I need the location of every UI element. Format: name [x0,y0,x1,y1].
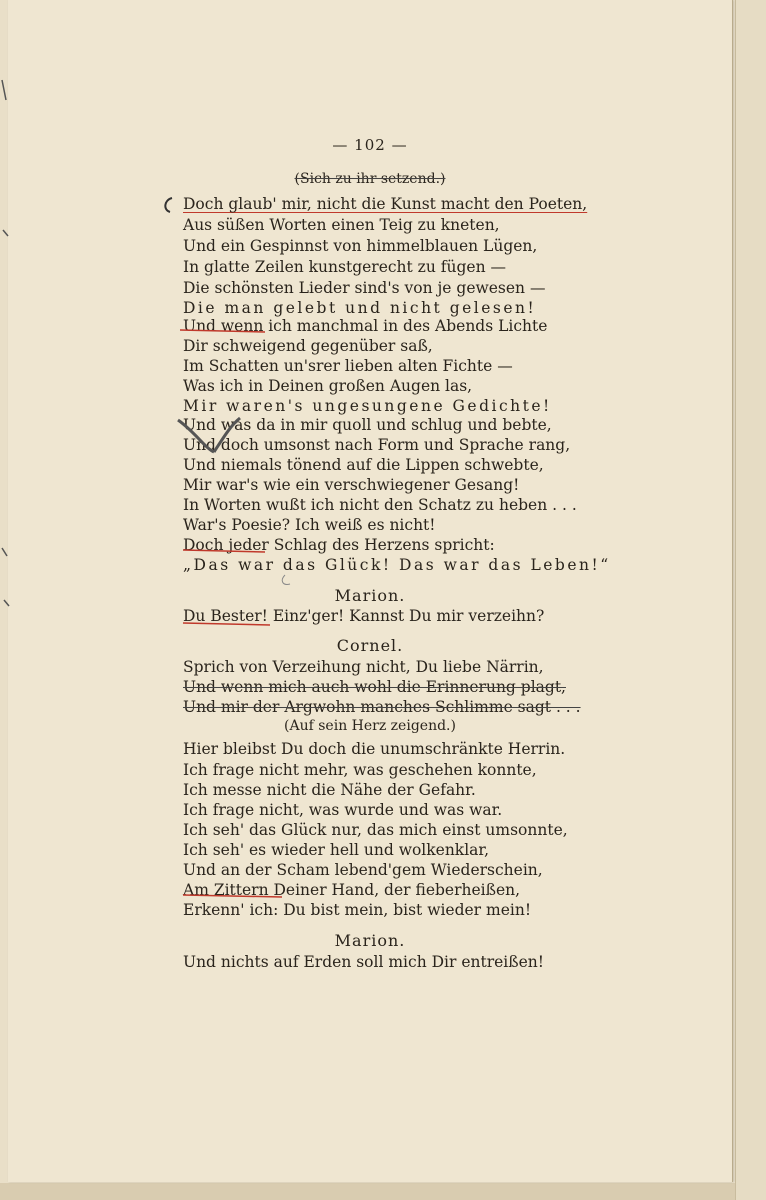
verse-line: Und wenn ich manchmal in des Abends Lichte [183,317,548,335]
stage-direction-sitting: (Sich zu ihr setzend.) [294,171,446,187]
verse-line: In glatte Zeilen kunstgerecht zu fügen — [183,258,506,276]
verse-line: Ich frage nicht, was wurde und was war. [183,801,503,819]
underlying-page-edge [735,0,766,1200]
verse-line: Und was da in mir quoll und schlug und bebte, [183,416,552,434]
book-page [8,0,733,1182]
page-number: — 102 — [332,136,408,154]
verse-line: Du Bester! Einz'ger! Kannst Du mir verzeihn? [183,607,545,625]
verse-line: Ich seh' es wieder hell und wolkenklar, [183,841,490,859]
verse-line: Sprich von Verzeihung nicht, Du liebe Närrin, [183,658,544,676]
verse-line: War's Poesie? Ich weiß es nicht! [183,516,436,534]
verse-line: Doch jeder Schlag des Herzens spricht: [183,536,495,554]
verse-line: „Das war das Glück! Das war das Leben!“ [183,556,611,574]
speaker-name: Cornel. [336,636,404,655]
verse-line: Und wenn mich auch wohl die Erinnerung plagt, [183,678,566,696]
verse-line: Ich seh' das Glück nur, das mich einst umsonnte, [183,821,568,839]
verse-line: In Worten wußt ich nicht den Schatz zu heben . . . [183,496,577,514]
verse-line: Und ein Gespinnst von himmelblauen Lügen, [183,237,538,255]
verse-line: Dir schweigend gegenüber saß, [183,337,433,355]
verse-line: Im Schatten un'srer lieben alten Fichte — [183,357,513,375]
verse-line: Die man gelebt und nicht gelesen! [183,299,537,317]
verse-line: Was ich in Deinen großen Augen las, [183,377,473,395]
verse-line: Mir waren's ungesungene Gedichte! [183,397,552,415]
verse-line: Und niemals tönend auf die Lippen schwebte, [183,456,544,474]
speaker-name: Marion. [334,931,406,950]
verse-line: Am Zittern Deiner Hand, der fieberheißen, [183,881,521,899]
verse-line: Ich frage nicht mehr, was geschehen konnte, [183,761,537,779]
verse-line: Doch glaub' mir, nicht die Kunst macht den Poeten, [183,195,588,213]
verse-line: Ich messe nicht die Nähe der Gefahr. [183,781,476,799]
speaker-name: Marion. [334,586,406,605]
verse-line: Und mir der Argwohn manches Schlimme sagt . . . [183,698,581,716]
verse-line: Und an der Scham lebend'gem Wiederschein, [183,861,543,879]
verse-line: Erkenn' ich: Du bist mein, bist wieder mein! [183,901,532,919]
verse-line: Mir war's wie ein verschwiegener Gesang! [183,476,520,494]
verse-line: Hier bleibst Du doch die unumschränkte Herrin. [183,740,566,758]
scan-bottom-strip [0,1183,735,1200]
verse-line: Die schönsten Lieder sind's von je gewesen — [183,279,546,297]
verse-line: Aus süßen Worten einen Teig zu kneten, [183,216,500,234]
verse-line: Und doch umsonst nach Form und Sprache rang, [183,436,571,454]
stage-direction-heart: (Auf sein Herz zeigend.) [284,718,456,734]
verse-line: Und nichts auf Erden soll mich Dir entreißen! [183,953,544,971]
